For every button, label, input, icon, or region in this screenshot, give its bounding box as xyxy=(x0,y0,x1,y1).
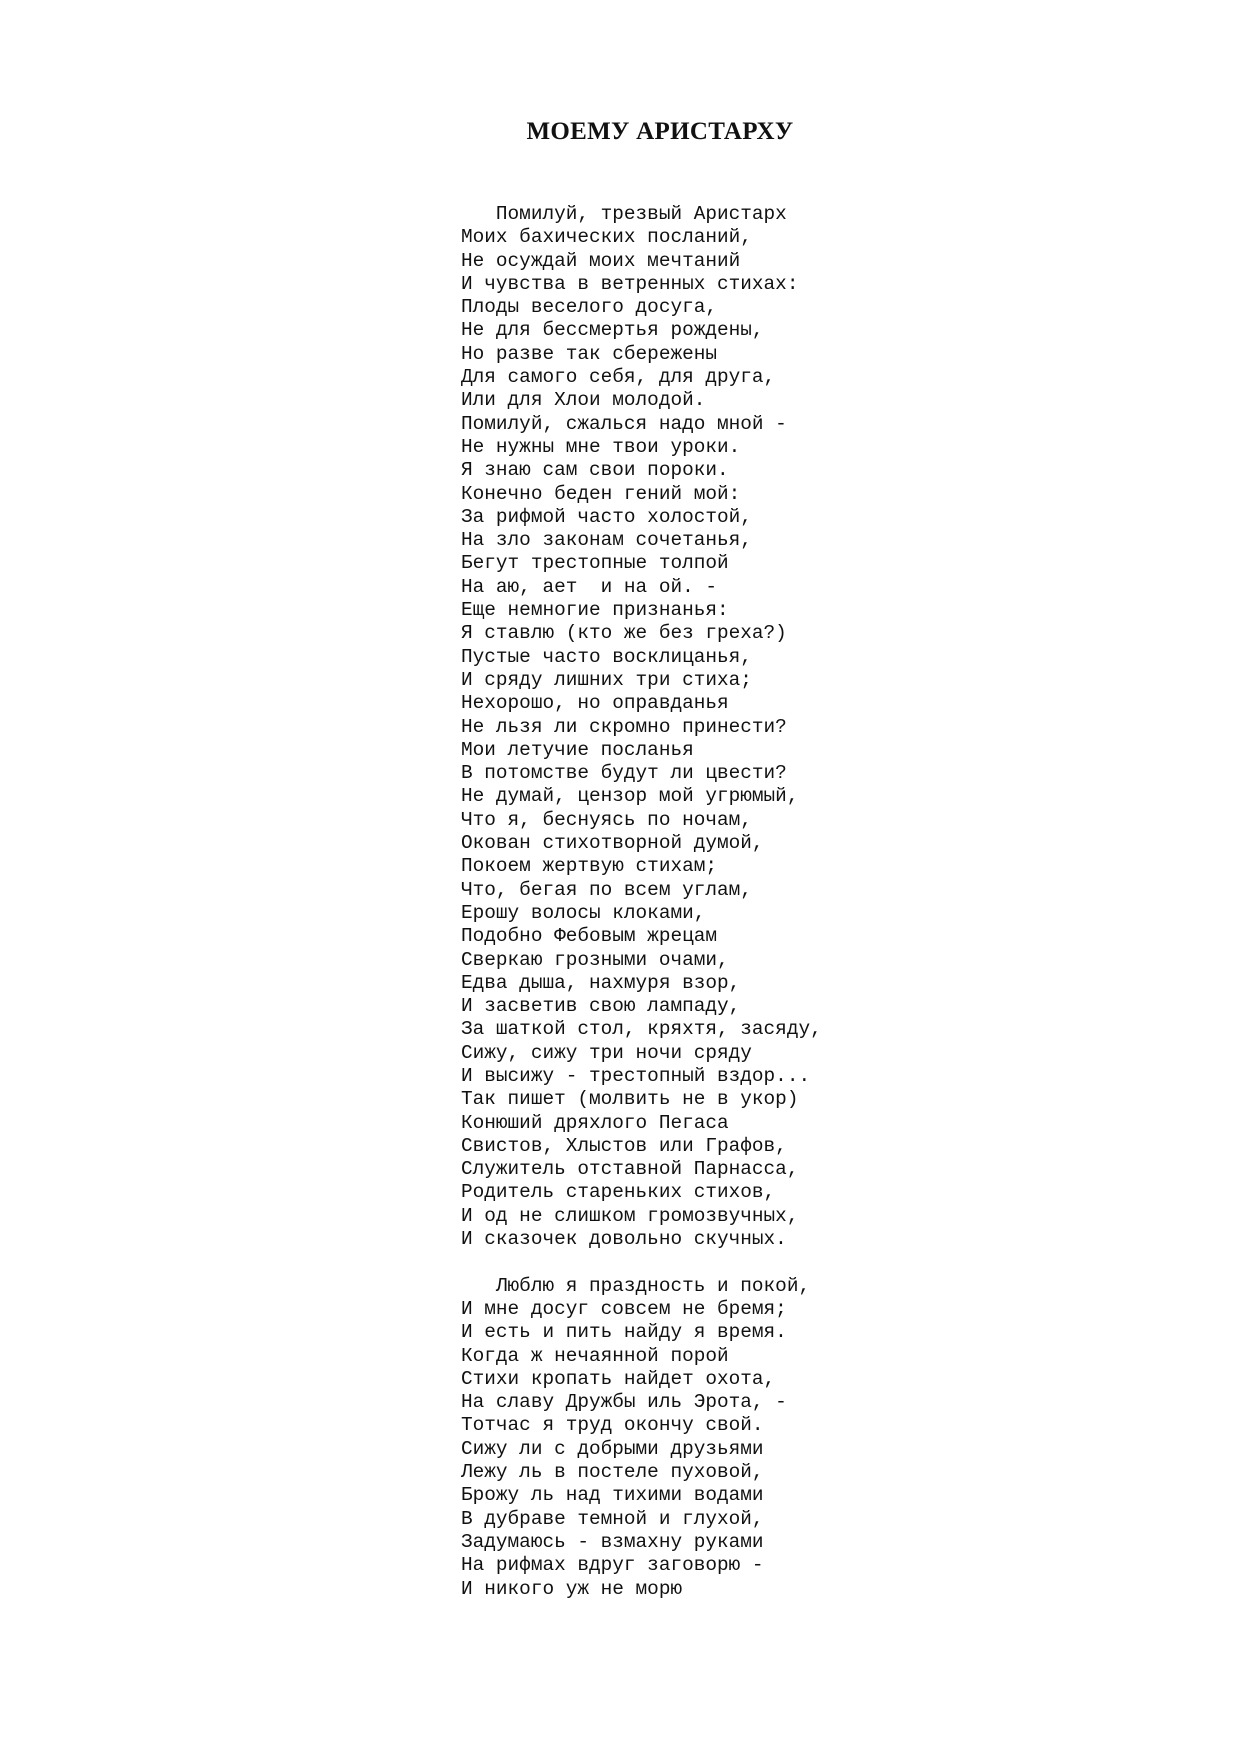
poem-line: Для самого себя, для друга, xyxy=(461,366,776,389)
poem-line: Или для Хлои молодой. xyxy=(461,389,706,412)
poem-line: Помилуй, трезвый Аристарх xyxy=(461,203,787,225)
poem-line: Служитель отставной Парнасса, xyxy=(461,1158,799,1181)
poem-line: Конюший дряхлого Пегаса xyxy=(461,1111,729,1134)
poem-line: Сижу, сижу три ночи сряду xyxy=(461,1041,752,1064)
poem-line: За рифмой часто холостой, xyxy=(461,505,752,528)
poem-line: Сижу ли с добрыми друзьями xyxy=(461,1437,764,1460)
poem-line: Я знаю сам свои пороки. xyxy=(461,459,729,482)
poem-line: На аю, ает и на ой. - xyxy=(461,575,717,598)
poem-line: Я ставлю (кто же без греха?) xyxy=(461,622,787,645)
poem-line: Сверкаю грозными очами, xyxy=(461,948,729,971)
poem-line: Плоды веселого досуга, xyxy=(461,296,717,319)
poem-line: Что, бегая по всем углам, xyxy=(461,878,752,901)
poem-line: И есть и пить найду я время. xyxy=(461,1321,787,1344)
poem-line: Помилуй, сжалься надо мной - xyxy=(461,412,787,435)
poem-line: Не осуждай моих мечтаний xyxy=(461,249,741,272)
poem-line: Моих бахических посланий, xyxy=(461,226,752,249)
poem-line: За шаткой стол, кряхтя, засяду, xyxy=(461,1018,822,1041)
poem-line: Не льзя ли скромно принести? xyxy=(461,715,787,738)
poem-line: И чувства в ветренных стихах: xyxy=(461,272,799,295)
poem-line: Пустые часто восклицанья, xyxy=(461,645,752,668)
poem-line: Бегут трестопные толпой xyxy=(461,552,729,575)
poem-line: Лежу ль в постеле пуховой, xyxy=(461,1461,764,1484)
poem-line: На славу Дружбы иль Эрота, - xyxy=(461,1391,787,1414)
poem-line: Тотчас я труд окончу свой. xyxy=(461,1414,764,1437)
poem-line: Едва дыша, нахмуря взор, xyxy=(461,971,741,994)
poem-line: И никого уж не морю xyxy=(461,1577,683,1600)
poem-line: Окован стихотворной думой, xyxy=(461,832,764,855)
poem-line: Конечно беден гений мой: xyxy=(461,482,741,505)
poem-line: В дубраве темной и глухой, xyxy=(461,1507,764,1530)
poem-line: Задумаюсь - взмахну руками xyxy=(461,1530,764,1553)
poem-line: Нехорошо, но оправданья xyxy=(461,692,729,715)
poem-line: Что я, беснуясь по ночам, xyxy=(461,808,752,831)
poem-line: Мои летучие посланья xyxy=(461,738,694,761)
poem-line: Не для бессмертья рождены, xyxy=(461,319,764,342)
poem-line: И од не слишком громозвучных, xyxy=(461,1204,799,1227)
poem-line: Покоем жертвую стихам; xyxy=(461,855,717,878)
poem-line: Ерошу волосы клоками, xyxy=(461,901,706,924)
poem-line: И высижу - трестопный вздор... xyxy=(461,1064,811,1087)
poem-line: Не думай, цензор мой угрюмый, xyxy=(461,785,799,808)
poem-line: И мне досуг совсем не бремя; xyxy=(461,1297,787,1320)
poem-line: На рифмах вдруг заговорю - xyxy=(461,1554,764,1577)
poem-line: Так пишет (молвить не в укор) xyxy=(461,1088,799,1111)
poem-line: Люблю я праздность и покой, xyxy=(461,1274,811,1297)
poem-line: Но разве так сбережены xyxy=(461,342,717,365)
poem-line: Еще немногие признанья: xyxy=(461,599,729,622)
poem-title: МОЕМУ АРИСТАРХУ xyxy=(526,118,794,145)
poem-line: В потомстве будут ли цвести? xyxy=(461,762,787,785)
stanza xyxy=(461,1275,822,1601)
poem-line: И сряду лишних три стиха; xyxy=(461,668,752,691)
poem-line: Брожу ль над тихими водами xyxy=(461,1484,764,1507)
poem-line: Родитель стареньких стихов, xyxy=(461,1181,776,1204)
poem-line: Не нужны мне твои уроки. xyxy=(461,435,741,458)
poem-line: Свистов, Хлыстов или Графов, xyxy=(461,1134,787,1157)
poem-line: И сказочек довольно скучных. xyxy=(461,1228,787,1251)
poem-line: Стихи кропать найдет охота, xyxy=(461,1367,776,1390)
poem-body xyxy=(461,203,822,1601)
poem-line: На зло законам сочетанья, xyxy=(461,529,752,552)
stanza xyxy=(461,203,822,1251)
poem-line: Подобно Фебовым жрецам xyxy=(461,925,717,948)
poem-line: Когда ж нечаянной порой xyxy=(461,1344,729,1367)
poem-line: И засветив свою лампаду, xyxy=(461,995,741,1018)
